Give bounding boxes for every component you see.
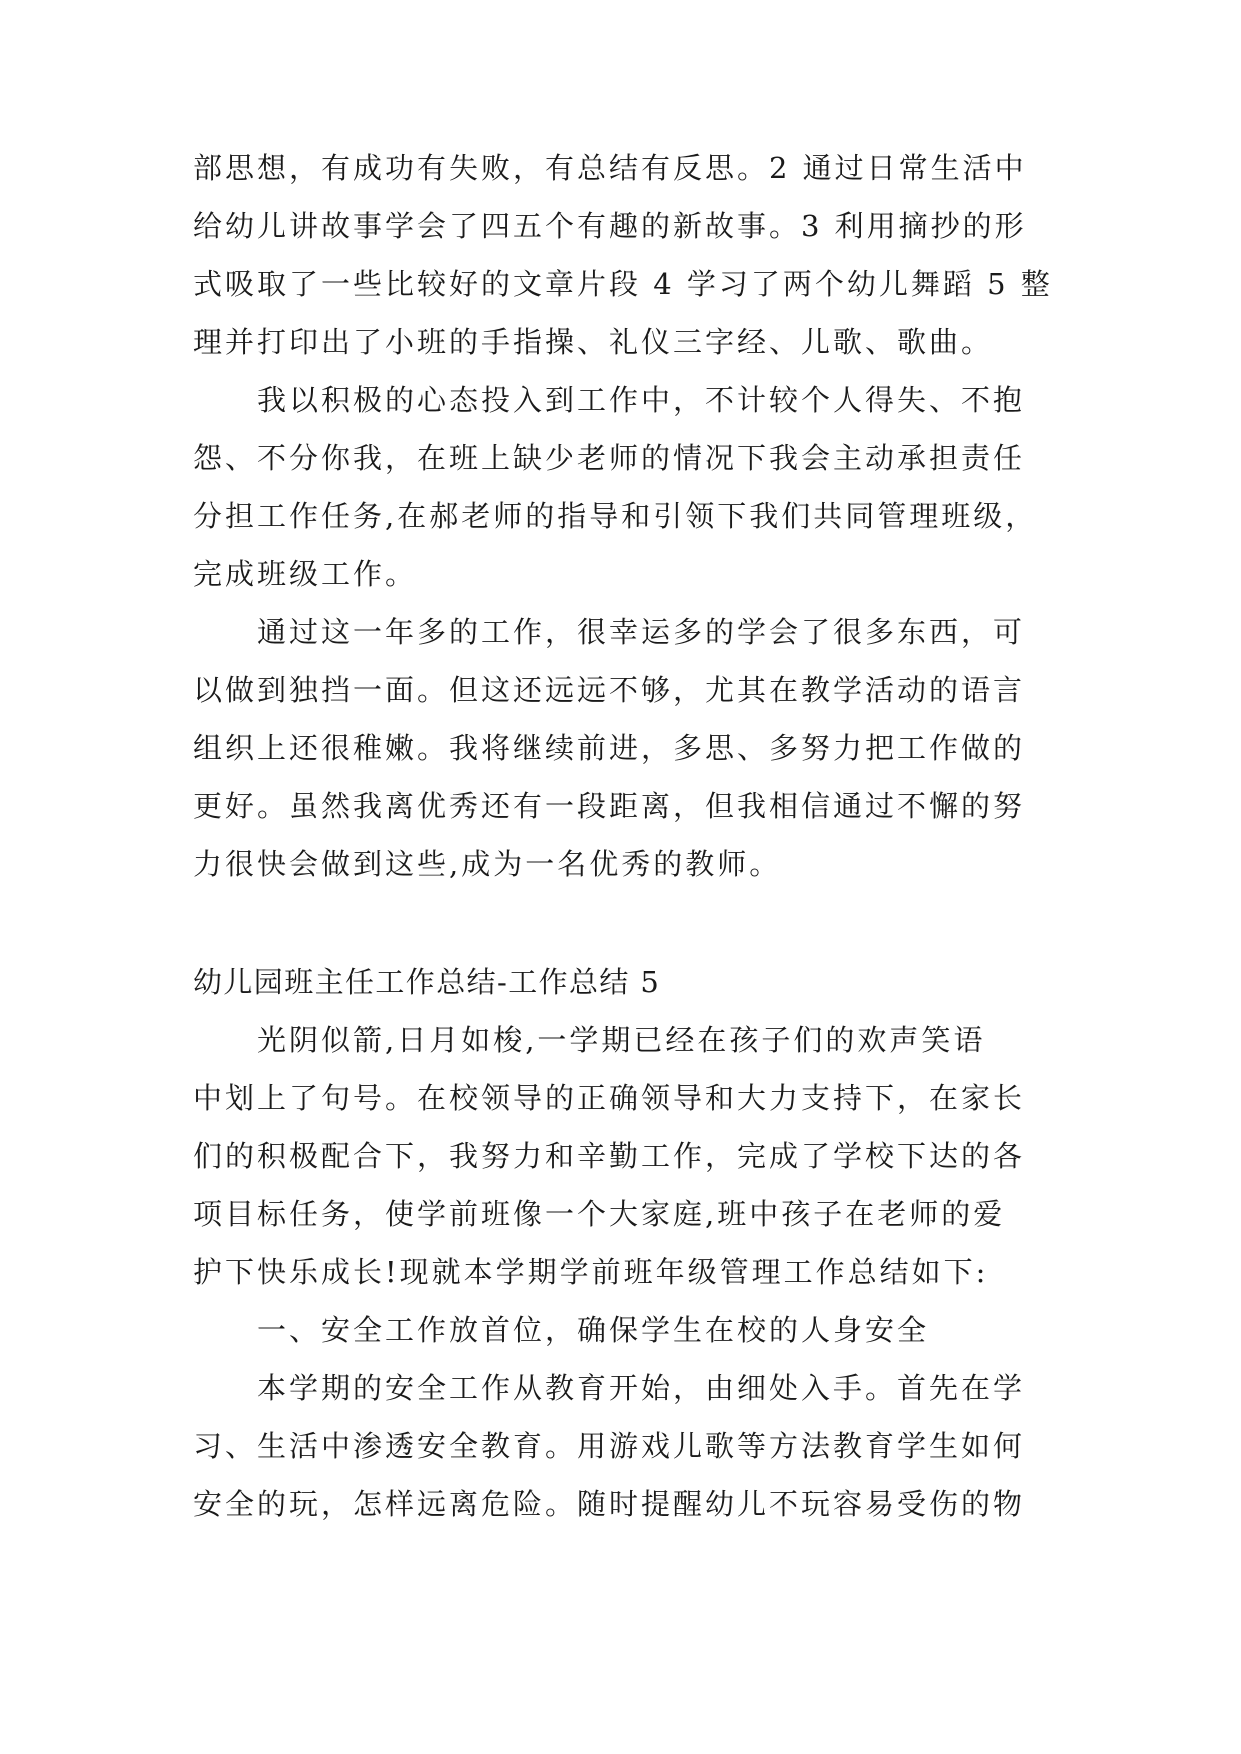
- paragraph-first-line: 光阴似箭,日月如梭,一学期已经在孩子们的欢声笑语: [257, 1023, 986, 1057]
- text-line: 们的积极配合下，我努力和辛勤工作，完成了学校下达的各: [193, 1139, 1026, 1173]
- paragraph-first-line: 通过这一年多的工作，很幸运多的学会了很多东西，可: [257, 615, 1026, 649]
- text-line: 完成班级工作。: [193, 557, 418, 591]
- text-line: 理并打印出了小班的手指操、礼仪三字经、儿歌、歌曲。: [193, 325, 994, 359]
- section-heading: 幼儿园班主任工作总结-工作总结 5: [193, 965, 661, 999]
- subsection-heading: 一、安全工作放首位，确保学生在校的人身安全: [257, 1313, 930, 1347]
- text-line: 护下快乐成长!现就本学期学前班年级管理工作总结如下:: [193, 1255, 989, 1289]
- text-line: 更好。虽然我离优秀还有一段距离，但我相信通过不懈的努: [193, 789, 1026, 823]
- text-line: 安全的玩，怎样远离危险。随时提醒幼儿不玩容易受伤的物: [193, 1487, 1026, 1521]
- text-line: 项目标任务，使学前班像一个大家庭,班中孩子在老师的爱: [193, 1197, 1006, 1231]
- text-line: 中划上了句号。在校领导的正确领导和大力支持下，在家长: [193, 1081, 1026, 1115]
- text-line: 组织上还很稚嫩。我将继续前进，多思、多努力把工作做的: [193, 731, 1026, 765]
- paragraph-first-line: 我以积极的心态投入到工作中，不计较个人得失、不抱: [257, 383, 1026, 417]
- text-line: 习、生活中渗透安全教育。用游戏儿歌等方法教育学生如何: [193, 1429, 1026, 1463]
- text-line: 以做到独挡一面。但这还远远不够，尤其在教学活动的语言: [193, 673, 1026, 707]
- text-line: 给幼儿讲故事学会了四五个有趣的新故事。3 利用摘抄的形: [193, 209, 1027, 243]
- text-line: 式吸取了一些比较好的文章片段 4 学习了两个幼儿舞蹈 5 整: [193, 267, 1053, 301]
- text-line: 部思想，有成功有失败，有总结有反思。2 通过日常生活中: [193, 151, 1027, 185]
- text-line: 力很快会做到这些,成为一名优秀的教师。: [193, 847, 782, 881]
- text-line: 分担工作任务,在郝老师的指导和引领下我们共同管理班级，: [193, 499, 1038, 533]
- text-line: 怨、不分你我，在班上缺少老师的情况下我会主动承担责任: [193, 441, 1026, 475]
- paragraph-first-line: 本学期的安全工作从教育开始，由细处入手。首先在学: [257, 1371, 1026, 1405]
